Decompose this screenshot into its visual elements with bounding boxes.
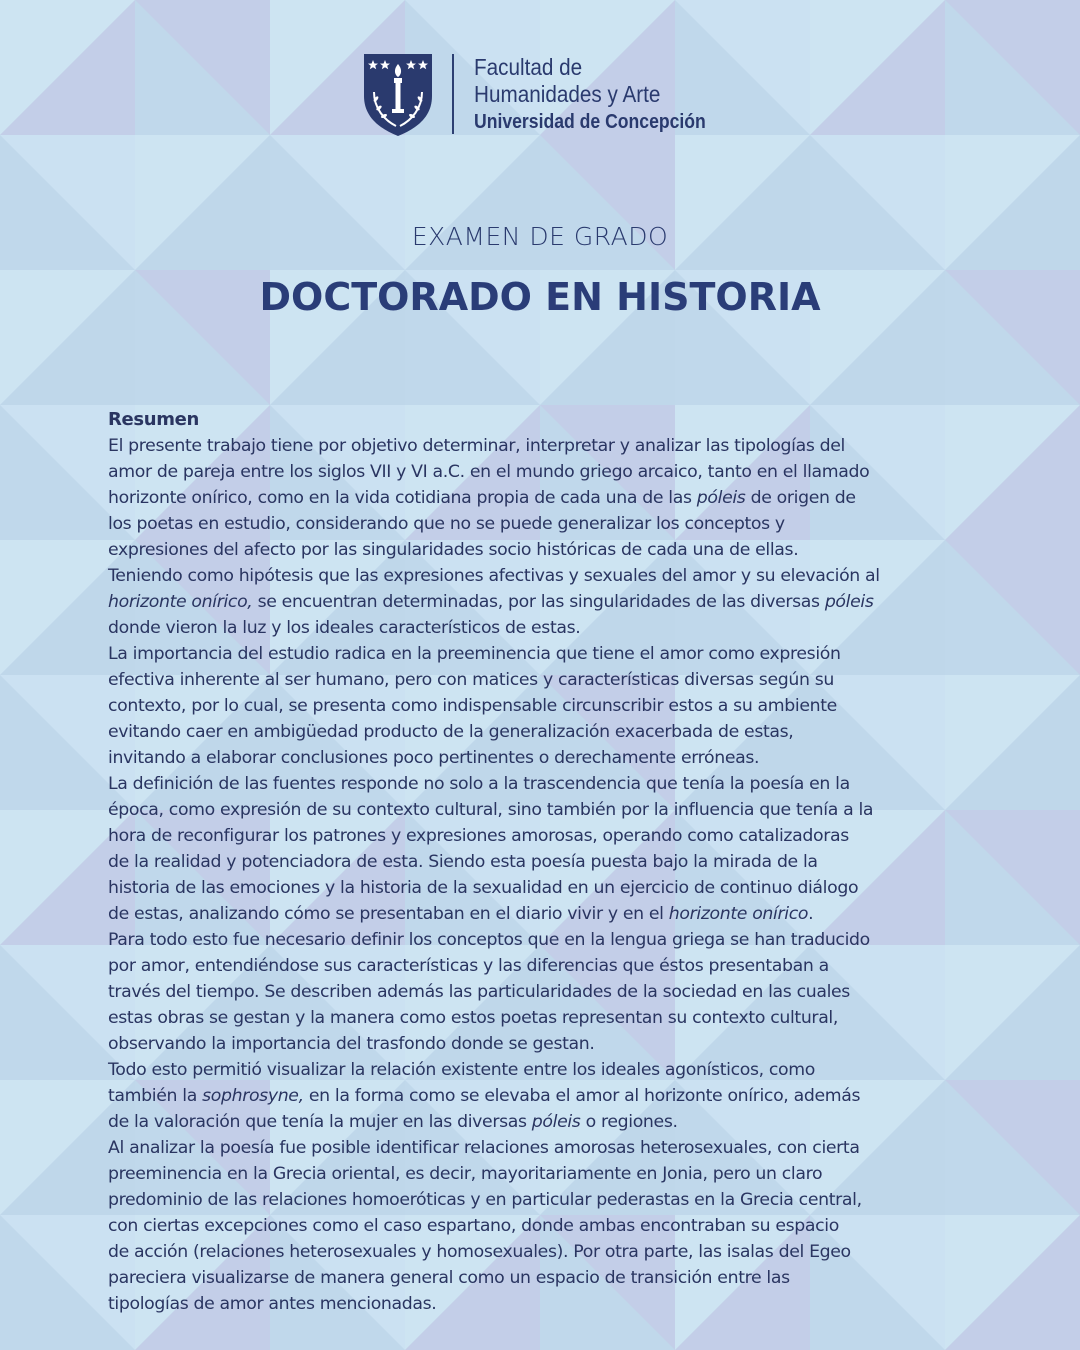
text-segment: tipologías de amor antes mencionadas. <box>108 1294 437 1314</box>
university-name: Universidad de Concepción <box>474 111 706 133</box>
text-segment: los poetas en estudio, considerando que no se puede generalizar los conceptos y <box>108 514 785 534</box>
abstract-line <box>108 615 1008 641</box>
program-title: DOCTORADO EN HISTORIA <box>259 275 821 319</box>
abstract-line <box>108 641 1008 667</box>
text-segment: se encuentran determinadas, por las singularidades de las diversas <box>252 592 825 612</box>
text-segment: de la valoración que tenía la mujer en las diversas <box>108 1112 532 1132</box>
exam-subtitle: EXAMEN DE GRADO <box>411 222 669 251</box>
text-segment: expresiones del afecto por las singularidades socio históricas de cada una de ellas. <box>108 540 799 560</box>
text-segment: predominio de las relaciones homoeróticas y en particular pederastas en la Grecia central, <box>108 1190 862 1210</box>
abstract-line <box>108 745 1008 771</box>
abstract-line <box>108 537 1008 563</box>
abstract-line <box>108 693 1008 719</box>
text-segment: por amor, entendiéndose sus características y las diferencias que éstos presentaban a <box>108 956 829 976</box>
abstract-line <box>108 849 1008 875</box>
italic-term: horizonte onírico, <box>108 592 253 612</box>
abstract-line <box>108 589 1008 615</box>
text-segment: en la forma como se elevaba el amor al horizonte onírico, además <box>303 1086 861 1106</box>
abstract-line <box>108 1265 1008 1291</box>
abstract-line <box>108 511 1008 537</box>
text-segment: de origen de <box>745 488 856 508</box>
abstract-line <box>108 1005 1008 1031</box>
abstract-line <box>108 1031 1008 1057</box>
text-segment: historia de las emociones y la historia de la sexualidad en un ejercicio de continuo diálogo <box>108 878 859 898</box>
italic-term: póleis <box>696 488 746 508</box>
text-segment: pareciera visualizarse de manera general como un espacio de transición entre las <box>108 1268 790 1288</box>
abstract-line <box>108 1213 1008 1239</box>
faculty-name <box>474 54 734 136</box>
abstract-line <box>108 667 1008 693</box>
italic-term: póleis <box>824 592 874 612</box>
abstract-line <box>108 1057 1008 1083</box>
abstract-line <box>108 901 1008 927</box>
text-segment: de acción (relaciones heterosexuales y homosexuales). Por otra parte, las isalas del Egeo <box>108 1242 851 1262</box>
text-segment: preeminencia en la Grecia oriental, es decir, mayoritariamente en Jonia, pero un claro <box>108 1164 823 1184</box>
text-segment: La definición de las fuentes responde no solo a la trascendencia que tenía la poesía en la <box>108 774 850 794</box>
italic-term: horizonte onírico <box>668 904 809 924</box>
text-segment: La importancia del estudio radica en la preeminencia que tiene el amor como expresión <box>108 644 841 664</box>
university-crest-icon <box>362 52 434 138</box>
abstract-line <box>108 953 1008 979</box>
text-segment: invitando a elaborar conclusiones poco pertinentes o derechamente erróneas. <box>108 748 760 768</box>
abstract-line <box>108 433 1008 459</box>
text-segment: Teniendo como hipótesis que las expresiones afectivas y sexuales del amor y su elevación al <box>108 566 880 586</box>
abstract-line <box>108 1109 1008 1135</box>
text-segment: evitando caer en ambigüedad producto de la generalización exacerbada de estas, <box>108 722 794 742</box>
text-segment: observando la importancia del trasfondo donde se gestan. <box>108 1034 595 1054</box>
italic-term: póleis <box>531 1112 581 1132</box>
text-segment: . <box>808 904 814 924</box>
italic-term: sophrosyne, <box>202 1086 304 1106</box>
text-segment: Al analizar la poesía fue posible identificar relaciones amorosas heterosexuales, con cierta <box>108 1138 860 1158</box>
text-segment: El presente trabajo tiene por objetivo determinar, interpretar y analizar las tipologías del <box>108 436 845 456</box>
text-segment: Para todo esto fue necesario definir los conceptos que en la lengua griega se han traducido <box>108 930 870 950</box>
text-segment: donde vieron la luz y los ideales característicos de estas. <box>108 618 581 638</box>
text-segment: contexto, por lo cual, se presenta como indispensable circunscribir estos a su ambiente <box>108 696 837 716</box>
abstract-line <box>108 1187 1008 1213</box>
text-segment: horizonte onírico, como en la vida cotidiana propia de cada una de las <box>108 488 697 508</box>
faculty-line-2: Humanidades y Arte <box>474 81 661 107</box>
abstract-line <box>108 485 1008 511</box>
abstract-line <box>108 1135 1008 1161</box>
text-segment: también la <box>108 1086 203 1106</box>
text-segment: o regiones. <box>580 1112 678 1132</box>
text-segment: con ciertas excepciones como el caso espartano, donde ambas encontraban su espacio <box>108 1216 839 1236</box>
abstract-line <box>108 719 1008 745</box>
text-segment: amor de pareja entre los siglos VII y VI a.C. en el mundo griego arcaico, tanto en el llamado <box>108 462 870 482</box>
abstract-line <box>108 979 1008 1005</box>
text-segment: través del tiempo. Se describen además las particularidades de la sociedad en las cuales <box>108 982 850 1002</box>
abstract-line <box>108 797 1008 823</box>
abstract-line <box>108 459 1008 485</box>
abstract-line <box>108 1161 1008 1187</box>
text-segment: Todo esto permitió visualizar la relación existente entre los ideales agonísticos, como <box>108 1060 815 1080</box>
logo-divider <box>452 54 454 134</box>
abstract-line <box>108 1083 1008 1109</box>
abstract-line <box>108 875 1008 901</box>
faculty-line-1: Facultad de <box>474 54 583 80</box>
text-segment: hora de reconfigurar los patrones y expresiones amorosas, operando como catalizadoras <box>108 826 849 846</box>
text-segment: época, como expresión de su contexto cultural, sino también por la influencia que tenía a la <box>108 800 874 820</box>
text-segment: efectiva inherente al ser humano, pero con matices y características diversas según su <box>108 670 834 690</box>
abstract-line <box>108 1239 1008 1265</box>
abstract-line <box>108 1291 1008 1317</box>
text-segment: estas obras se gestan y la manera como estos poetas representan su contexto cultural, <box>108 1008 839 1028</box>
abstract-line <box>108 563 1008 589</box>
abstract-line <box>108 771 1008 797</box>
abstract-heading: Resumen <box>108 409 199 430</box>
abstract-line <box>108 823 1008 849</box>
abstract-line <box>108 927 1008 953</box>
text-segment: de la realidad y potenciadora de esta. Siendo esta poesía puesta bajo la mirada de la <box>108 852 818 872</box>
text-segment: de estas, analizando cómo se presentaban en el diario vivir y en el <box>108 904 669 924</box>
abstract-body <box>108 433 1008 1317</box>
abstract <box>108 407 1008 1317</box>
